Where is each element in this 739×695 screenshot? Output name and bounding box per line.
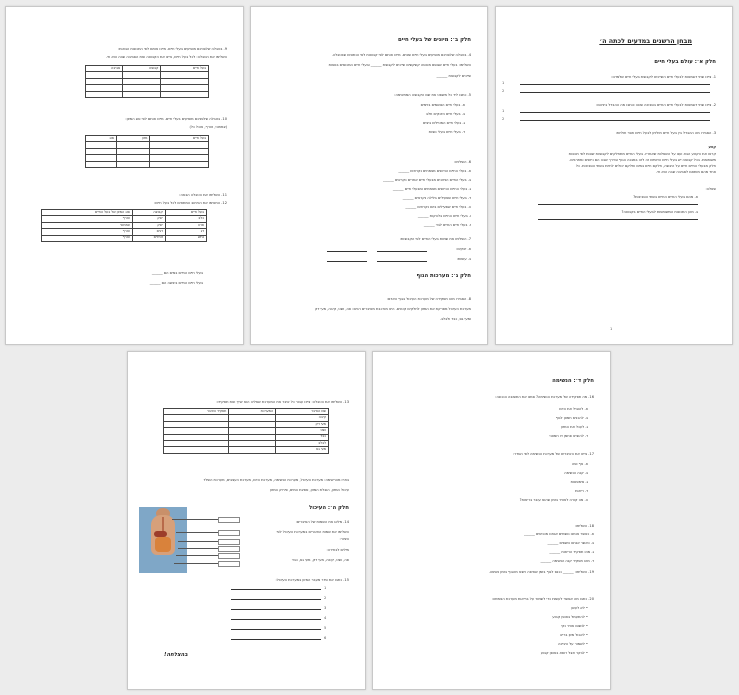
table-row <box>42 235 207 241</box>
fill-line: א. יונקים: <box>456 247 471 251</box>
option-b: ב. בעלי חיים היונקים חלב <box>425 112 465 116</box>
reading-text-line: משותפות. בכל קבוצה יש בעלי חיים הדומים זה לזה במבנה הגוף ובדרך שבה הם ניזונים ומתרבים. <box>569 158 716 162</box>
question-14-text: הציור: <box>339 537 349 541</box>
question-label: שאלה: <box>705 187 716 191</box>
question-15: 15. כתבו את סדר מעבר המזון במערכת העיכול: <box>275 578 349 582</box>
list-item: • לשמור על היגיינה <box>558 642 588 646</box>
answer-line <box>231 599 321 600</box>
word-bank-label: מילים לבחירה: <box>326 548 349 552</box>
option-b: ב. קנה הנשימה <box>564 471 588 475</box>
label-leader-line <box>172 519 218 520</box>
question-13: 13. השלימו את הטבלה: ציינו עבור כל איבר את המערכת שאליה הוא שייך ואת תפקידו: <box>216 400 349 404</box>
closing-text: בהצלחה! <box>164 652 188 658</box>
table-cell <box>123 91 161 97</box>
label-leader-line <box>176 532 218 533</box>
answer-line <box>327 251 367 252</box>
fill-line: ד. בעלי חיים שפעילים בלילה נקראים ______ <box>402 196 471 200</box>
organ-label-box[interactable] <box>218 517 240 523</box>
option-a: א. אף ופה <box>571 462 588 466</box>
table-cell <box>164 447 229 453</box>
answer-line <box>520 120 710 121</box>
fill-line: ז. בעלי חיים החיים לבד ______ <box>423 223 471 227</box>
question-11: 11. השלימו את הטבלה הבאה: <box>179 193 227 197</box>
question-9-text: השלימו את הטבלה: לכל בעל חיים, ציינו את הקבוצה ואת הסביבה שבה הוא חי. <box>105 55 227 59</box>
section-d-heading: חלק ד׳: הנשימה <box>552 378 594 384</box>
answer-line <box>538 204 698 205</box>
table-header-cell: קבוצה <box>123 66 161 72</box>
word-bank: עיכול המזון, הובלת המזון, ספיגת המים, פירוק המזון <box>270 488 349 492</box>
answer-number: 2 <box>324 596 327 600</box>
organ-label-box[interactable] <box>218 546 240 552</box>
table-header-cell: המערכת <box>229 409 276 415</box>
table-group-environment <box>85 65 209 98</box>
answer-line <box>538 219 698 220</box>
answer-number: 3 <box>324 606 327 610</box>
answer-line <box>377 251 427 252</box>
table-cell: יונק <box>132 216 165 222</box>
table-food-type <box>85 135 209 168</box>
list-item: • לאכול מזון בריא <box>560 633 588 637</box>
organ-label-box[interactable] <box>218 530 240 536</box>
option-d: ד. להוציא פחמן דו חמצני <box>549 434 588 438</box>
option-a: א. להוביל את הדם <box>559 407 588 411</box>
question-19: 19. השלימו: ______ נכנס לגוף בזמן שאיפה ויוצא מהגוף בזמן נשיפה. <box>488 570 594 574</box>
fill-line: בעלי חיים החיים במים הם ______ <box>151 271 203 275</box>
table-cell: מעי גס <box>276 447 329 453</box>
table-cell <box>86 91 123 97</box>
organ-label-box[interactable] <box>218 553 240 559</box>
table-cell: קיבה <box>276 415 329 421</box>
answer-number: 2 <box>502 117 505 121</box>
table-header-cell: סביבה <box>86 66 123 72</box>
page-number: 1 <box>610 327 613 331</box>
answer-line <box>327 261 367 262</box>
table-cell: מעי דק <box>276 421 329 427</box>
reading-text-line: אחד מהם מותאם לסביבה שבה הוא חי. <box>656 170 716 174</box>
answer-line <box>377 261 427 262</box>
text-title: קטע <box>708 145 716 149</box>
answer-line <box>520 92 710 93</box>
table-header-cell: קבוצה <box>132 210 165 216</box>
table-cell: נחש <box>165 235 206 241</box>
word-bank: בחרו מהרשימה: מערכת העיכול, מערכת הנשימה, מערכת הדם, מערכת העצבים, מערכת השלד <box>203 478 349 482</box>
table-header-cell: בעל חיים <box>150 136 209 142</box>
section-a-heading: חלק א׳: עולם בעלי חיים <box>654 59 716 65</box>
fill-line: ג. מהו תפקיד הריאות ______ <box>549 550 594 554</box>
table-animal-groups <box>41 209 207 242</box>
fill-line: א. בעלי החיים הניזונים מצמחים נקראים ______ <box>398 169 471 173</box>
exam-page-2 <box>250 6 488 345</box>
label-leader-line <box>174 563 218 564</box>
table-cell: דג <box>165 229 206 235</box>
question-4-text: שייכים לקבוצת ______ <box>436 74 471 78</box>
question-7: 7. השלימו את שמות בעלי החיים לפי הקבוצות: <box>399 237 471 241</box>
fill-line: ה. בעלי חיים שפעילים ביום נקראים ______ <box>405 205 471 209</box>
fill-line: ו. בעלי חיים החיים בלהקות ______ <box>417 214 471 218</box>
table-row <box>164 447 329 453</box>
answer-line <box>231 639 321 640</box>
question-1: 1. ציינו שתי דוגמאות לבעלי חיים השייכים לקבוצת בעלי חיים שלמדנו: <box>611 75 716 79</box>
answer-line <box>231 619 321 620</box>
table-header-cell: בעל חיים <box>161 66 209 72</box>
question-14-text: השלימו את שמות האיברים במערכת העיכול לפי <box>276 530 349 534</box>
question-18: 18. השלימו: <box>574 524 594 528</box>
option-d: ד. בעלי חיים בעלי נוצות <box>428 130 465 134</box>
section-e-heading: חלק ה׳: העיכול <box>309 505 349 511</box>
table-cell: כבד <box>276 434 329 440</box>
answer-number: 1 <box>502 109 505 113</box>
table-cell: ושט <box>276 428 329 434</box>
list-item: • לא לעשן <box>571 606 588 610</box>
fill-line: ד. מהו תפקיד קנה הנשימה ______ <box>540 559 594 563</box>
question-4-text: השלימו: בעלי חיים שגופם מכוסה קשקשים שייכים לקבוצת ______ ובעלי חיים המכוסים בנוצות <box>328 63 471 67</box>
table-cell: דגים <box>132 229 165 235</box>
answer-line <box>520 84 710 85</box>
fill-line: ג. בעלי החיים הניזונים מצמחים ומבעלי חיים ______ <box>392 187 471 191</box>
table-organs <box>163 408 329 454</box>
table-cell: לבלב <box>276 440 329 446</box>
table-cell <box>161 91 209 97</box>
question-9: 9. בטבלה שלפניכם מופיעים בעלי חיים. מיינו אותם לפי התכונות הבאות: <box>117 47 227 51</box>
table-header-cell: שם האיבר <box>276 409 329 415</box>
answer-number: 5 <box>324 626 327 630</box>
question-4: 4. בטבלה שלפניכם מופיעים בעלי חיים שונים. מיינו אותם לפי קבוצות לפי הנתונים שבטבלה. <box>331 53 471 57</box>
list-item: • להתעמל באופן קבוע <box>552 615 588 619</box>
answer-number: 1 <box>502 81 505 85</box>
table-cell <box>150 161 209 167</box>
table-header-cell: בעל חיים <box>165 210 206 216</box>
table-cell: זוחלים <box>132 235 165 241</box>
option-c: ג. סימפונות <box>570 480 588 484</box>
question-14: 14. מלאו את השמות של האיברים: <box>295 520 349 524</box>
answer-line <box>231 609 321 610</box>
intestine-shape <box>155 537 171 552</box>
table-cell: פרה <box>165 222 206 228</box>
exam-page-3 <box>5 6 244 345</box>
answer-number: 2 <box>502 89 505 93</box>
table-cell <box>116 161 149 167</box>
answer-number: 1 <box>324 586 327 590</box>
reading-text-line: חלק מבעלי החיים חיים על היבשה, חלקם חיים במים וחלקם יכולים לחיות בשתי הסביבות. כל <box>575 164 716 168</box>
answer-number: 4 <box>324 616 327 620</box>
question-2: 2. ציינו שתי דוגמאות לבעלי חיים החיים בסביבה שונה וכתבו מה ההבדל ביניהם: <box>596 103 716 107</box>
table-header-cell: סוג <box>86 136 117 142</box>
exam-title: מבחן הרשנים במדעים לכתה ה׳ <box>599 37 692 45</box>
question-16: 16. מה תפקידה של מערכת הנשימה? סמנו את התשובה הנכונה: <box>495 395 594 399</box>
table-cell: טורף <box>42 216 133 222</box>
reading-text-line: קראו את הקטע הבא וענו על השאלות שאחריו. בעלי החיים מתחלקים לקבוצות שונות לפי תכונות <box>568 152 716 156</box>
question-5: 5. כתבו ליד כל משפט את שם הקבוצה המתאימה: <box>394 93 471 97</box>
table-header-cell: מזון <box>116 136 149 142</box>
fill-line: ב. כאשר אנחנו נושפים ______ <box>547 541 594 545</box>
label-leader-line <box>178 548 218 549</box>
table-cell: טורף <box>42 235 133 241</box>
question-3: 3. הסבירו מה ההבדל בין בעל חיים חוליתן לבעל חיים חסר חוליות: <box>615 131 716 135</box>
exam-page-5 <box>372 351 611 690</box>
question-10: 10. בטבלה שלפניכם מופיעים בעלי חיים. מיינו אותם לפי סוג המזון: <box>125 117 227 121</box>
table-row <box>86 91 209 97</box>
option-e: ה. מה קורה לאוויר בזמן שהוא עובר בריאות? <box>519 498 588 502</box>
question-8-text: מערכת העיכול מפרקת את המזון לחלקים קטנים. היא מורכבת מאיברים רבים: פה, ושט, קיבה, מעי דק <box>314 307 471 311</box>
question-20: 20. כתבו מה אפשר לעשות כדי לשמור על בריאות מערכת הנשימה: <box>491 597 594 601</box>
list-item: • לנשום אוויר נקי <box>561 624 588 628</box>
option-a: א. בעלי חיים הנושמים בזימים <box>420 103 465 107</box>
section-c-heading: חלק ג׳: מערכות הגוף <box>416 273 471 279</box>
question-12: 12. התאימו את הכיתוב המתאים לכל בעל חיים: <box>154 201 227 205</box>
fill-line: ב. עופות: <box>456 257 471 261</box>
fill-line: בעלי חיים החיים ביבשה הם ______ <box>149 281 203 285</box>
label-leader-line <box>176 555 218 556</box>
table-cell: צמחוני <box>42 222 133 228</box>
table-header-cell: תפקיד האיבר <box>164 409 229 415</box>
table-cell <box>86 161 117 167</box>
sub-question-a: א. מהם בעלי החיים החיים בשתי הסביבות? <box>633 195 698 199</box>
option-b: ב. להכניס חמצן לגוף <box>555 416 588 420</box>
table-cell: כלב <box>165 216 206 222</box>
table-cell: יונק <box>132 222 165 228</box>
option-c: ג. בעלי חיים המטילים ביצים <box>422 121 465 125</box>
table-row <box>86 161 209 167</box>
organ-label-box[interactable] <box>218 539 240 545</box>
label-leader-line <box>178 541 218 542</box>
answer-line <box>231 629 321 630</box>
answer-number: 6 <box>324 636 327 640</box>
section-b-heading: חלק ב׳: מיונים של בעלי חיים <box>398 37 471 43</box>
fill-line: א. כאשר אנחנו נושמים אנחנו מכניסים ______ <box>524 532 594 536</box>
answer-line <box>520 112 710 113</box>
question-17: 17. ציינו את האיברים של מערכת הנשימה לפי הסדר: <box>512 452 594 456</box>
option-d: ד. ריאות <box>575 489 588 493</box>
list-item: • לבקר אצל רופא באופן קבוע <box>540 651 588 655</box>
exam-page-1 <box>495 6 733 345</box>
sub-question-b: ב. מהן התכונות המשותפות לבעלי החיים בקבוצה? <box>621 210 698 214</box>
question-6: 6. השלימו: <box>454 160 471 164</box>
answer-line <box>231 589 321 590</box>
organ-label-box[interactable] <box>218 561 240 567</box>
question-8-text: ומעי גס, כבד ולבלב. <box>439 317 471 321</box>
table-cell <box>229 447 276 453</box>
word-bank: פה, ושט, קיבה, מעי דק, מעי גס, כבד <box>291 558 349 562</box>
fill-line: ב. בעלי החיים הניזונים מבעלי חיים אחרים נקראים ______ <box>383 178 471 182</box>
question-8: 8. הסבירו מהו תפקידה של מערכת העיכול בגוף האדם: <box>386 297 471 301</box>
table-header-cell: סוג המזון של בעל החיים <box>42 210 133 216</box>
table-cell: טורף <box>42 229 133 235</box>
question-10-text: (צמחוני, טורף, אוכל כל) <box>189 125 227 129</box>
option-c: ג. לעכל את המזון <box>560 425 588 429</box>
